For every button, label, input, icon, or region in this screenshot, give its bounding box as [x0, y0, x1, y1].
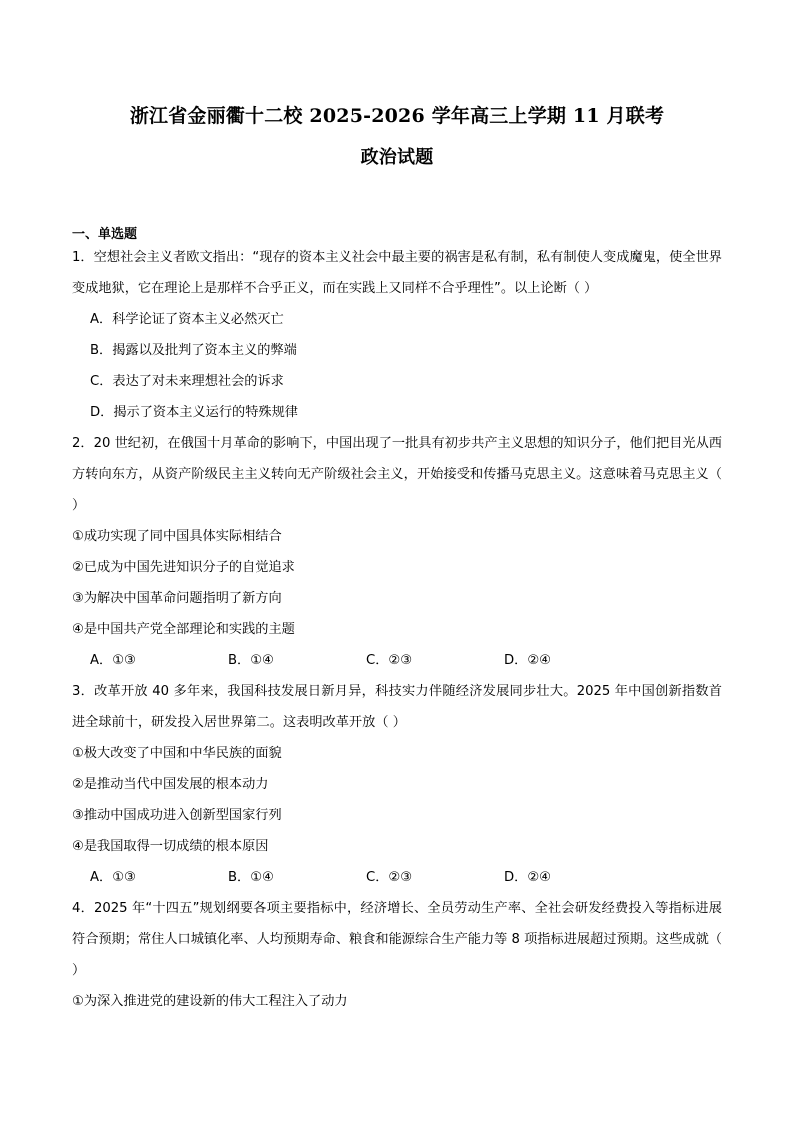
choice-d: D．②④ [504, 870, 551, 885]
statement-2: ②已成为中国先进知识分子的自觉追求 [72, 560, 295, 575]
choice-c: C．②③ [366, 870, 413, 885]
choice-b: B．①④ [228, 870, 274, 885]
choice-c: C．②③ [366, 653, 413, 668]
choice-a: A．①③ [90, 870, 136, 885]
statement-1: ①为深入推进党的建设新的伟大工程注入了动力 [72, 994, 348, 1009]
choice-row [72, 862, 722, 893]
choice-d: D．②④ [504, 653, 551, 668]
statement-4: ④是我国取得一切成绩的根本原因 [72, 839, 269, 854]
statement-4: ④是中国共产党全部理论和实践的主题 [72, 622, 295, 637]
option-d: D．揭示了资本主义运行的特殊规律 [90, 405, 298, 420]
choice-b: B．①④ [228, 653, 274, 668]
choice-a: A．①③ [90, 653, 136, 668]
option-c: C．表达了对未来理想社会的诉求 [90, 374, 284, 389]
question-list [72, 242, 722, 1017]
exam-title: 浙江省金丽衢十二校 2025-2026 学年高三上学期 11 月联考 [129, 105, 665, 127]
question-stem: 3．改革开放 40 多年来，我国科技发展日新月异，科技实力伴随经济发展同步壮大。2025 年中国创新指数首进全球前十，研发投入居世界第二。这表明改革开放（ ） [72, 684, 722, 730]
statement-3: ③推动中国成功进入创新型国家行列 [72, 808, 282, 823]
option-a: A．科学论证了资本主义必然灭亡 [90, 312, 284, 327]
question-stem: 1．空想社会主义者欧文指出：“现存的资本主义社会中最主要的祸害是私有制，私有制使人变成魔鬼，使全世界变成地狱，它在理论上是那样不合乎正义，而在实践上又同样不合乎理性”。以上论断（ ） [72, 250, 722, 296]
option-b: B．揭露以及批判了资本主义的弊端 [90, 343, 297, 358]
statement-1: ①成功实现了同中国具体实际相结合 [72, 529, 282, 544]
exam-subject: 政治试题 [360, 147, 434, 168]
question-1 [72, 242, 722, 428]
statement-1: ①极大改变了中国和中华民族的面貌 [72, 746, 282, 761]
question-4 [72, 893, 722, 1017]
section-heading: 一、单选题 [72, 227, 138, 242]
question-stem: 2．20 世纪初，在俄国十月革命的影响下，中国出现了一批具有初步共产主义思想的知识分子，他们把目光从西方转向东方，从资产阶级民主主义转向无产阶级社会主义，开始接受和传播马克思主义。这意味着马克思主义（ ） [72, 436, 722, 513]
question-stem: 4．2025 年“十四五”规划纲要各项主要指标中，经济增长、全员劳动生产率、全社会研发经费投入等指标进展符合预期；常住人口城镇化率、人均预期寿命、粮食和能源综合生产能力等 8 项指标进展超过预期。这些成就（ ） [72, 901, 722, 978]
question-3 [72, 676, 722, 893]
question-2 [72, 428, 722, 676]
statement-2: ②是推动当代中国发展的根本动力 [72, 777, 269, 792]
statement-3: ③为解决中国革命问题指明了新方向 [72, 591, 282, 606]
choice-row [72, 645, 722, 676]
